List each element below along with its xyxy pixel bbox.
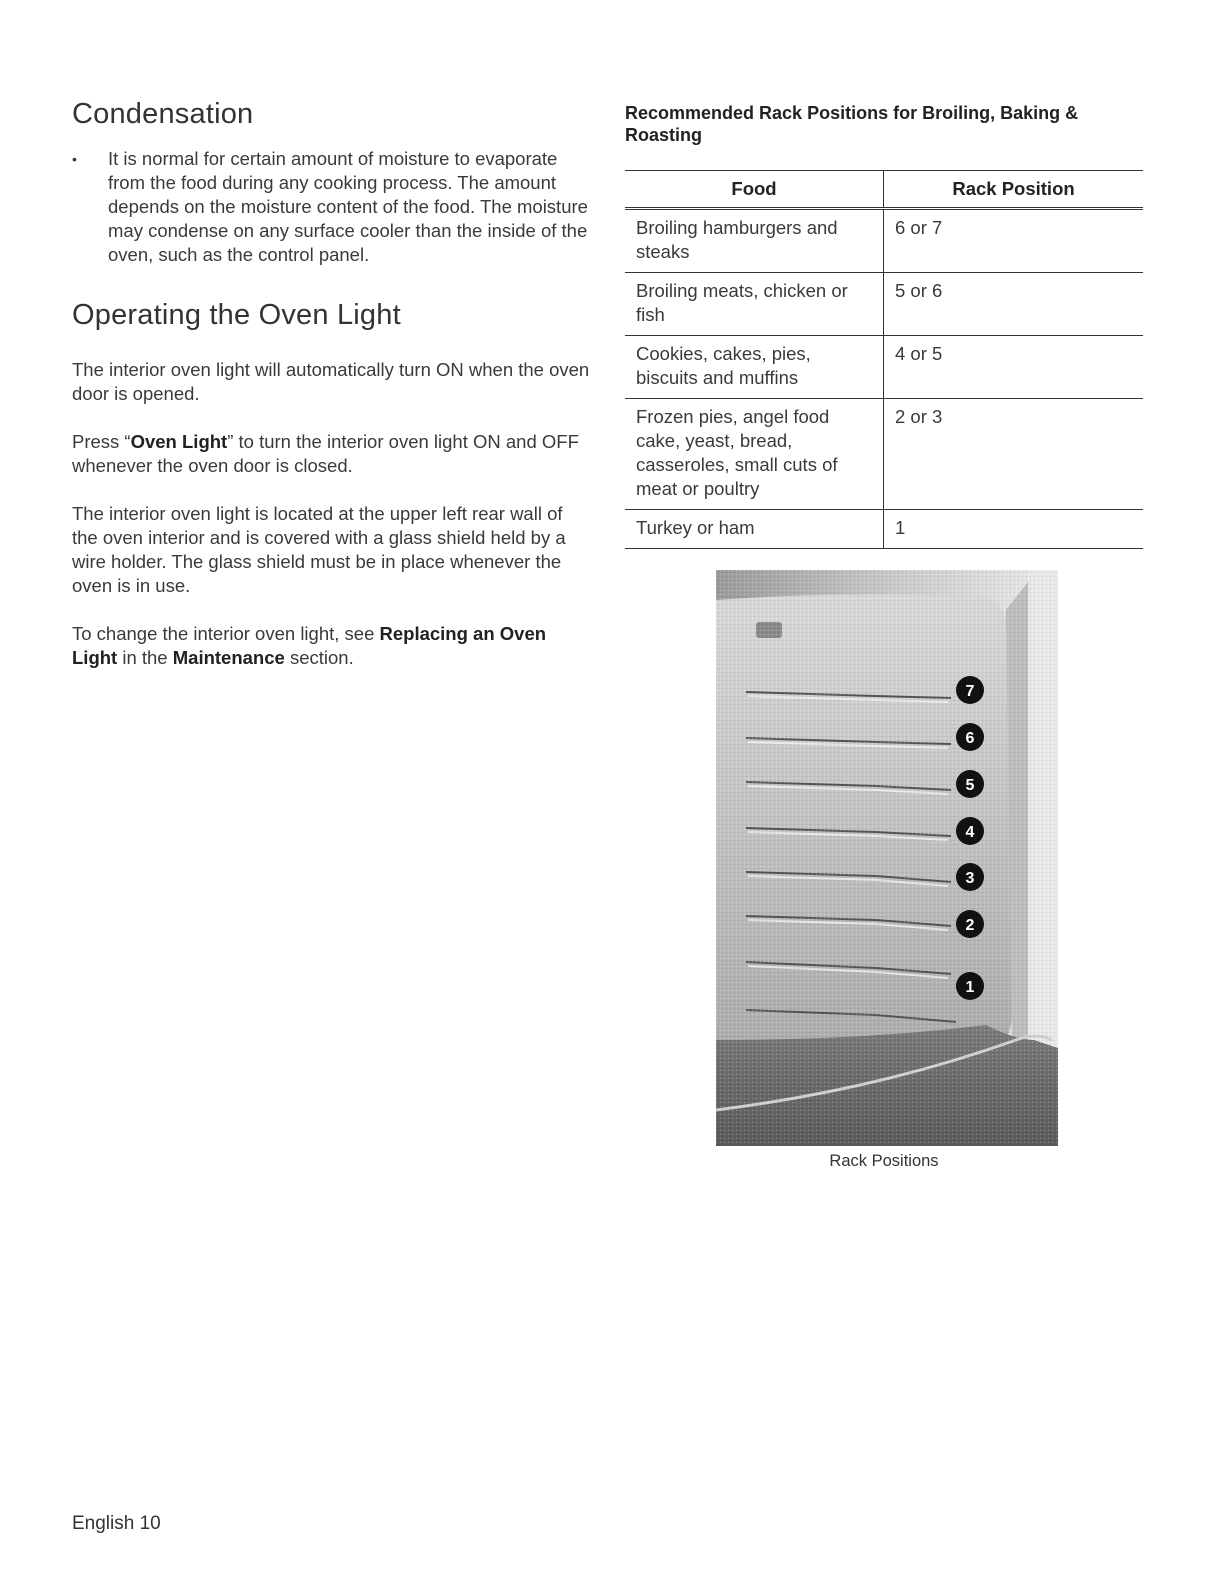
rack-number-2: 2 [965, 917, 975, 934]
oven-light-heading: Operating the Oven Light [72, 299, 401, 331]
table-row [625, 399, 1143, 510]
rack-cell: 5 or 6 [884, 273, 1144, 336]
rack-cell: 6 or 7 [884, 209, 1144, 273]
rack-badge-5 [956, 770, 984, 798]
rack-badge-1 [956, 972, 984, 1000]
figure-caption: Rack Positions [829, 1152, 939, 1170]
table-row [625, 510, 1143, 549]
right-column [625, 102, 1143, 549]
table-row [625, 209, 1143, 273]
rack-badge-3 [956, 863, 984, 891]
text-run: To change the interior oven light, see [72, 623, 380, 644]
condensation-bullet: • It is normal for certain amount of moisture to evaporate from the food during any cooking process. The amount depends on the moisture content of the food. The moisture may condense on any surface cooler than the inside of the oven, such as the control panel. [72, 147, 592, 267]
table-row [625, 336, 1143, 399]
text-run: section. [284, 647, 354, 668]
image-texture [716, 570, 1058, 1146]
replacing-light-ref: Replacing an Oven Light [72, 623, 547, 668]
rack-number-7: 7 [965, 683, 975, 700]
food-cell: Frozen pies, angel food cake, yeast, bread, casseroles, small cuts of meat or poultry [625, 399, 884, 510]
oven-light-paragraph-3: The interior oven light is located at the upper left rear wall of the oven interior and is covered with a glass shield held by a wire holder. The glass shield must be in place whenever the oven is in use. [72, 503, 566, 596]
oven-light-button-ref: Oven Light [130, 431, 228, 452]
rack-number-6: 6 [965, 730, 975, 747]
left-column [72, 98, 592, 670]
rack-badge-4 [956, 817, 984, 845]
oven-light-paragraph-1: The interior oven light will automatically turn ON when the oven door is opened. [72, 359, 590, 404]
header-food: Food [625, 171, 884, 209]
rack-table-title: Recommended Rack Positions for Broiling, Baking & Roasting [625, 103, 1079, 145]
food-cell: Turkey or ham [625, 510, 884, 549]
text-run: ” to turn the interior oven light ON and OFF whenever the oven door is closed. [72, 431, 579, 476]
rack-number-5: 5 [965, 777, 975, 794]
text-run: Press “ [72, 431, 131, 452]
condensation-heading: Condensation [72, 98, 254, 130]
food-cell: Broiling meats, chicken or fish [625, 273, 884, 336]
table-header-row [625, 171, 1143, 209]
oven-light-paragraph-4 [72, 622, 592, 670]
rack-badge-7 [956, 676, 984, 704]
food-cell: Cookies, cakes, pies, biscuits and muffins [625, 336, 884, 399]
oven-rack-figure [716, 570, 1058, 1146]
food-cell: Broiling hamburgers and steaks [625, 209, 884, 273]
maintenance-ref: Maintenance [172, 647, 285, 668]
header-rack-position: Rack Position [884, 171, 1144, 209]
table-row [625, 273, 1143, 336]
rack-number-3: 3 [965, 870, 975, 887]
oven-interior-image [716, 570, 1058, 1146]
rack-badge-6 [956, 723, 984, 751]
rack-cell: 4 or 5 [884, 336, 1144, 399]
rack-position-table [625, 170, 1143, 549]
rack-badge-2 [956, 910, 984, 938]
condensation-list [72, 147, 592, 267]
rack-number-1: 1 [965, 979, 975, 996]
rack-number-4: 4 [965, 824, 975, 841]
oven-light-paragraph-2 [72, 430, 592, 478]
text-run: in the [117, 647, 173, 668]
rack-cell: 1 [884, 510, 1144, 549]
page-footer: English 10 [72, 1513, 161, 1534]
rack-cell: 2 or 3 [884, 399, 1144, 510]
